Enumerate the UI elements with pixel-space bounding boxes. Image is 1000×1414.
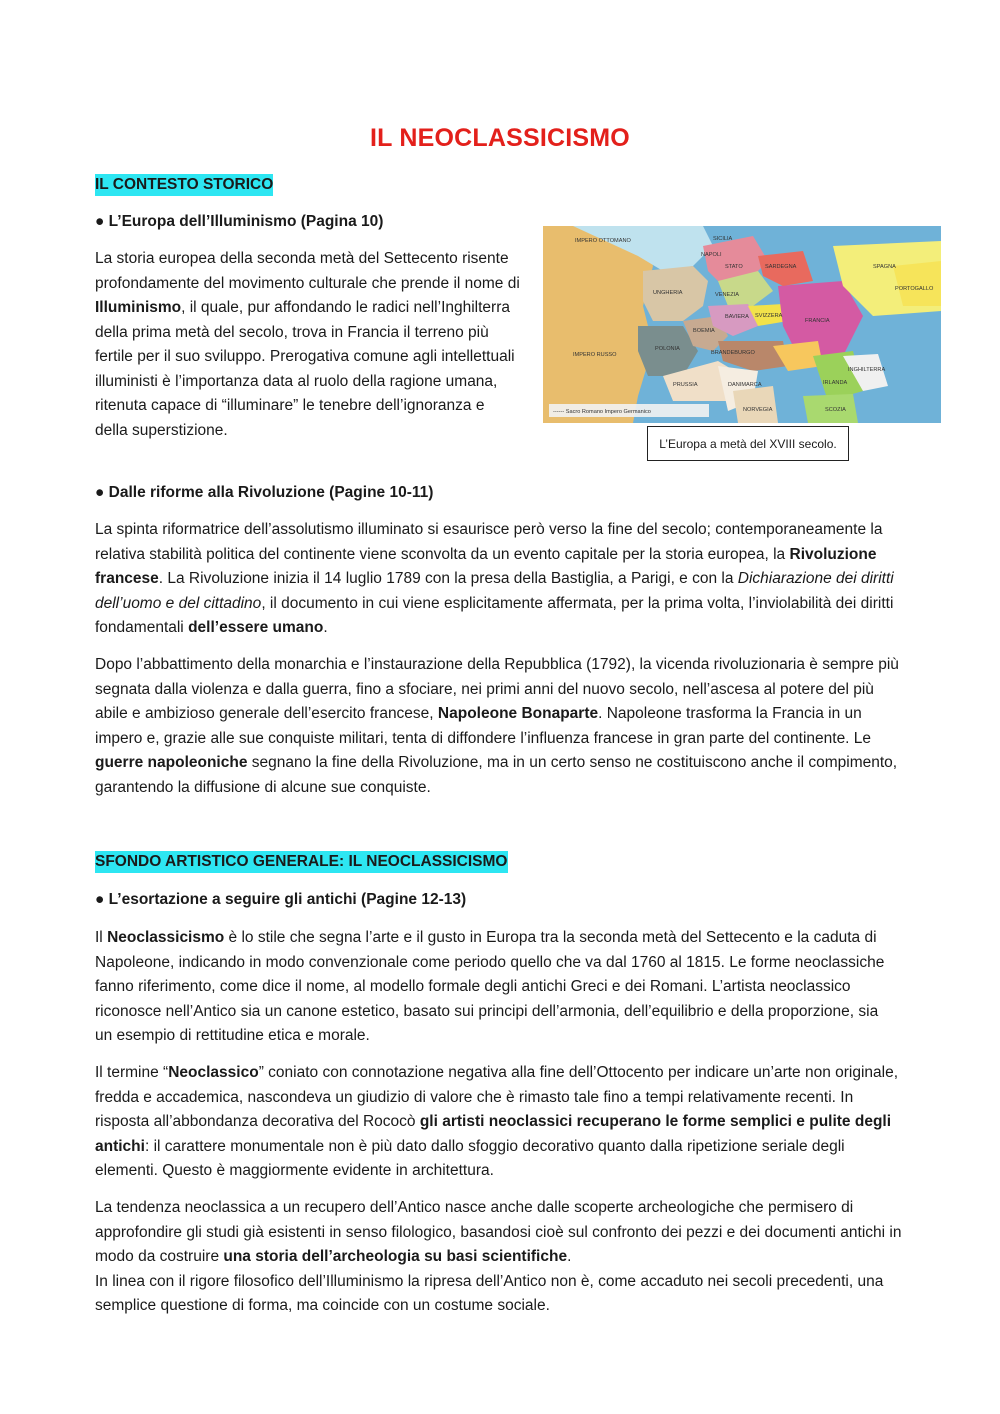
svg-text:BRANDEBURGO: BRANDEBURGO: [711, 350, 755, 356]
text-run: La tendenza neoclassica a un recupero dell’Antico nasce anche dalle scoperte archeologiche che permisero di approfondire gli studi già esistenti in senso filologico, basandosi cioè sul confronto dei pezzi e dei documenti antichi in modo da costruire: [95, 1199, 902, 1265]
paragraph-illuminismo: [95, 247, 520, 443]
subheading-esortazione-antichi: ● L’esortazione a seguire gli antichi (Pagine 12-13): [95, 891, 467, 908]
svg-text:IRLANDA: IRLANDA: [823, 380, 848, 386]
page-title: IL NEOCLASSICISMO: [370, 124, 630, 152]
svg-text:SVIZZERA: SVIZZERA: [755, 313, 783, 319]
svg-text:IMPERO OTTOMANO: IMPERO OTTOMANO: [575, 238, 631, 244]
text-run: , il documento in cui viene esplicitamente affermata, per la prima volta, l’inviolabilità dei diritti fondamentali: [95, 594, 894, 636]
text-run: ” coniato con connotazione negativa alla fine dell’Ottocento per indicare un’arte non originale, fredda e accademica, nascondeva un giudizio di valore che è rimasto tale fino a tempi relativamente recenti. In risposta all’abbondanza decorativa del Rococò: [95, 1064, 899, 1130]
svg-text:------ Sacro Romano Impero Ger: ------ Sacro Romano Impero Germanico: [553, 409, 651, 415]
svg-text:NORVEGIA: NORVEGIA: [743, 407, 773, 413]
section-heading-sfondo-artistico: SFONDO ARTISTICO GENERALE: IL NEOCLASSICISMO: [95, 851, 508, 873]
bold-text: gli artisti neoclassici recuperano le forme semplici e pulite degli antichi: [95, 1113, 892, 1155]
svg-text:STATO: STATO: [725, 264, 743, 270]
svg-text:INGHILTERRA: INGHILTERRA: [848, 367, 886, 373]
text-run: .: [323, 619, 328, 636]
paragraph-termine-neoclassico: [95, 1061, 905, 1184]
svg-text:DANIMARCA: DANIMARCA: [728, 382, 762, 388]
section-heading-contesto-storico: IL CONTESTO STORICO: [95, 174, 273, 196]
subheading-europa-illuminismo: ● L’Europa dell’Illuminismo (Pagina 10): [95, 213, 384, 230]
svg-text:BAVIERA: BAVIERA: [725, 314, 749, 320]
bold-text: guerre napoleoniche: [95, 754, 248, 771]
europe-map-image: [543, 226, 941, 423]
subheading-riforme-rivoluzione: ● Dalle riforme alla Rivoluzione (Pagine 10-11): [95, 484, 434, 501]
svg-text:SCOZIA: SCOZIA: [825, 407, 846, 413]
bold-text: dell’essere umano: [188, 619, 324, 636]
paragraph-napoleone: [95, 653, 907, 800]
svg-text:SARDEGNA: SARDEGNA: [765, 264, 797, 270]
text-run: . Napoleone trasforma la Francia in un impero e, grazie alle sue conquiste militari, tenta di diffondere l’influenza francese in gran parte del continente. Le: [95, 705, 872, 747]
text-run: . La Rivoluzione inizia il 14 luglio 1789 con la presa della Bastiglia, a Parigi, e con la: [158, 570, 738, 587]
svg-text:PRUSSIA: PRUSSIA: [673, 382, 698, 388]
bold-text: Napoleone Bonaparte: [437, 705, 599, 722]
svg-text:NAPOLI: NAPOLI: [701, 252, 722, 258]
text-run: segnano la fine della Rivoluzione, ma in un certo senso ne costituiscono anche il compimento, garantendo la diffusione di alcune sue conquiste.: [95, 754, 898, 796]
svg-text:SPAGNA: SPAGNA: [873, 264, 896, 270]
bold-text: Neoclassicismo: [107, 929, 225, 946]
svg-text:POLONIA: POLONIA: [655, 346, 680, 352]
map-caption: L’Europa a metà del XVIII secolo.: [647, 426, 849, 461]
text-run: La spinta riformatrice dell’assolutismo illuminato si esaurisce però verso la fine del secolo; contemporaneamente la relativa stabilità politica del continente viene sconvolta da un evento capitale per la storia europea, la: [95, 521, 883, 563]
paragraph-neoclassicismo: [95, 926, 890, 1049]
text-run: : il carattere monumentale non è più dato dallo sfoggio decorativo quanto dalla ripetizione seriale degli elementi. Questo è maggiormente evidente in architettura.: [95, 1137, 845, 1179]
svg-text:SICILIA: SICILIA: [713, 236, 733, 242]
text-run: Il: [95, 929, 108, 946]
text-run: , il quale, pur affondando le radici nell’Inghilterra della prima metà del secolo, trova in Francia il terreno più fertile per il suo sviluppo. Prerogativa comune agli intellettuali illuministi è l’importanza data al ruolo della ragione umana, ritenuta capace di “illuminare” le tenebre dell’ignoranza e della superstizione.: [95, 299, 515, 439]
svg-text:UNGHERIA: UNGHERIA: [653, 290, 683, 296]
bold-text: una storia dell’archeologia su basi scientifiche: [223, 1248, 568, 1265]
svg-text:IMPERO RUSSO: IMPERO RUSSO: [573, 352, 617, 358]
text-run: Dopo l’abbattimento della monarchia e l’instaurazione della Repubblica (1792), la vicenda rivoluzionaria è sempre più segnata dalla violenza e dalla guerra, fino a sfociare, nei primi anni del nuovo secolo, nell’ascesa al potere del più abile e ambizioso generale dell’esercito francese,: [95, 656, 899, 722]
italic-text: Dichiarazione dei diritti dell’uomo e del cittadino: [95, 570, 894, 612]
text-run: .: [567, 1248, 572, 1265]
bold-text: Rivoluzione francese: [95, 545, 877, 587]
svg-text:PORTOGALLO: PORTOGALLO: [895, 286, 934, 292]
svg-text:VENEZIA: VENEZIA: [715, 292, 739, 298]
text-run: La storia europea della seconda metà del Settecento risente profondamente del movimento culturale che prende il nome di: [95, 250, 520, 292]
text-run: In linea con il rigore filosofico dell’Illuminismo la ripresa dell’Antico non è, come accaduto nei secoli precedenti, una semplice questione di forma, ma coincide con un costume sociale.: [95, 1272, 884, 1314]
paragraph-scoperte-archeologiche: [95, 1196, 903, 1319]
bold-text: Neoclassico: [168, 1064, 259, 1081]
paragraph-rivoluzione: [95, 518, 905, 641]
bold-text: Illuminismo: [95, 299, 182, 316]
text-run: è lo stile che segna l’arte e il gusto in Europa tra la seconda metà del Settecento e la caduta di Napoleone, indicando in modo convenzionale come periodo quello che va dal 1760 al 1815. Le forme neoclassiche fanno riferimento, come dice il nome, al modello formale degli antichi Greci e dei Romani. L’artista neoclassico riconosce nell’Antico sia un canone estetico, basato sui principi dell’armonia, dell’equilibrio e della proporzione, sia un esempio di rettitudine etica e morale.: [95, 929, 885, 1044]
text-run: Il termine “: [95, 1064, 169, 1081]
svg-text:FRANCIA: FRANCIA: [805, 318, 830, 324]
svg-text:BOEMIA: BOEMIA: [693, 328, 715, 334]
